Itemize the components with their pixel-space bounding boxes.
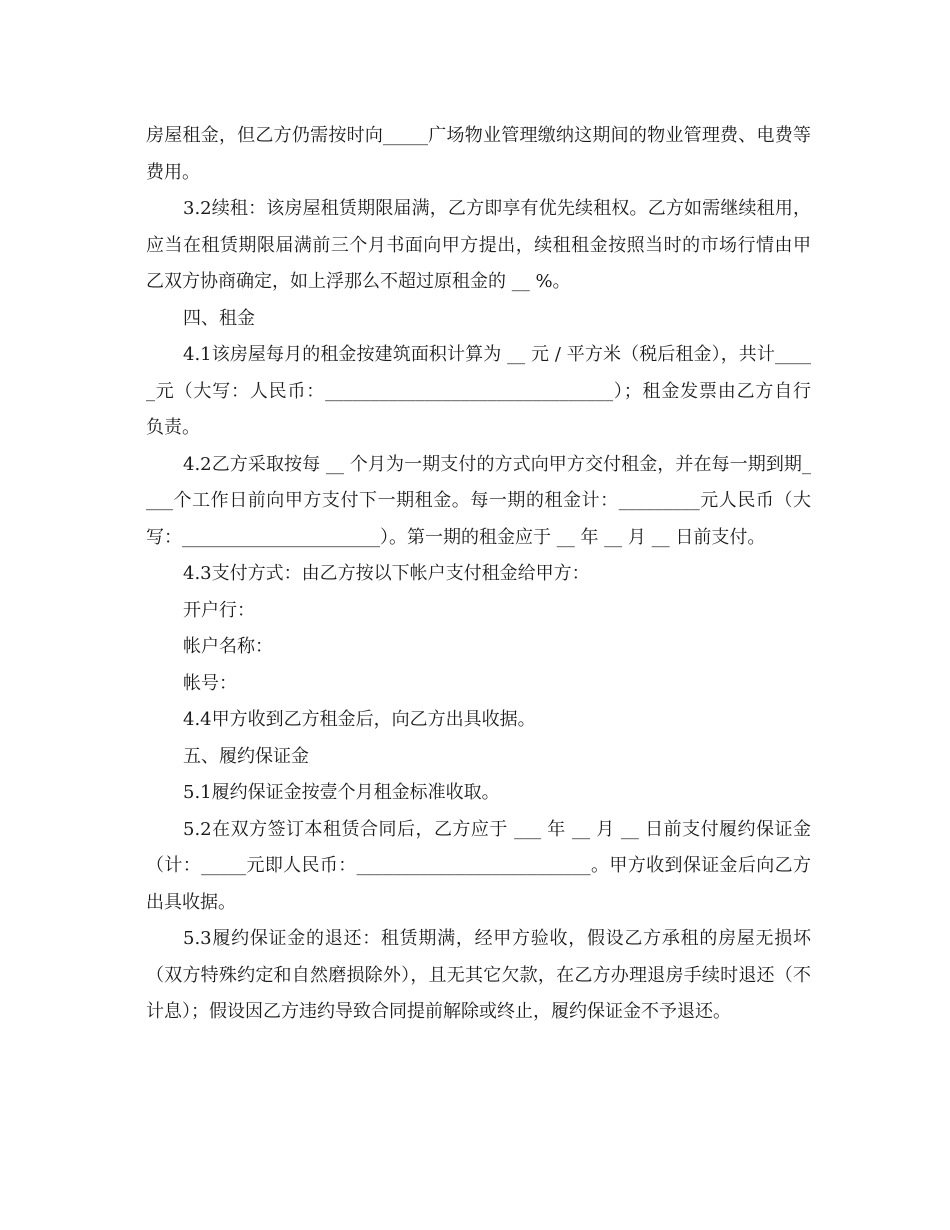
field-account-number: 帐号： — [183, 672, 237, 694]
paragraph-4-2-payment-period: 4.2乙方采取按每 __ 个月为一期支付的方式向甲方交付租金，并在每一期到期____个工作日前向甲方支付下一期租金。每一期的租金计：_________元人民币（大写：______________________）。第一期的租金应于 __ 年 __ 月 __ 日前支付。 — [146, 453, 811, 548]
paragraph-5-1-deposit-standard: 5.1履约保证金按壹个月租金标准收取。 — [183, 782, 500, 803]
paragraph-rent-continuation: 房屋租金，但乙方仍需按时向_____广场物业管理缴纳这期间的物业管理费、电费等费用。 — [146, 125, 811, 183]
field-account-name: 帐户名称： — [183, 636, 273, 657]
paragraph-5-2-deposit-payment: 5.2在双方签订本租赁合同后，乙方应于 ___ 年 __ 月 __ 日前支付履约保证金（计：_____元即人民币：__________________________。甲方收到保证金后向乙方出具收据。 — [146, 818, 811, 913]
document-body — [146, 118, 811, 1031]
paragraph-4-1-rent-amount: 4.1该房屋每月的租金按建筑面积计算为 __ 元 / 平方米（税后租金），共计_____元（大写：人民币：________________________________）；租金发票由乙方自行负责。 — [146, 344, 811, 438]
paragraph-4-3-payment-method: 4.3支付方式：由乙方按以下帐户支付租金给甲方： — [183, 563, 590, 584]
paragraph-5-3-deposit-refund: 5.3履约保证金的退还：租赁期满，经甲方验收，假设乙方承租的房屋无损坏（双方特殊约定和自然磨损除外），且无其它欠款，在乙方办理退房手续时退还（不计息）；假设因乙方违约导致合同提前解除或终止，履约保证金不予退还。 — [146, 928, 811, 1022]
field-bank: 开户行： — [183, 599, 255, 621]
section-heading-rent: 四、租金 — [183, 307, 255, 329]
paragraph-3-2-renewal: 3.2续租：该房屋租赁期限届满，乙方即享有优先续租权。乙方如需继续租用，应当在租赁期限届满前三个月书面向甲方提出，续租租金按照当时的市场行情由甲乙双方协商确定，如上浮那么不超过原租金的 __ %。 — [146, 198, 811, 292]
paragraph-4-4-receipt: 4.4甲方收到乙方租金后，向乙方出具收据。 — [183, 709, 536, 730]
section-heading-deposit: 五、履约保证金 — [183, 745, 309, 767]
